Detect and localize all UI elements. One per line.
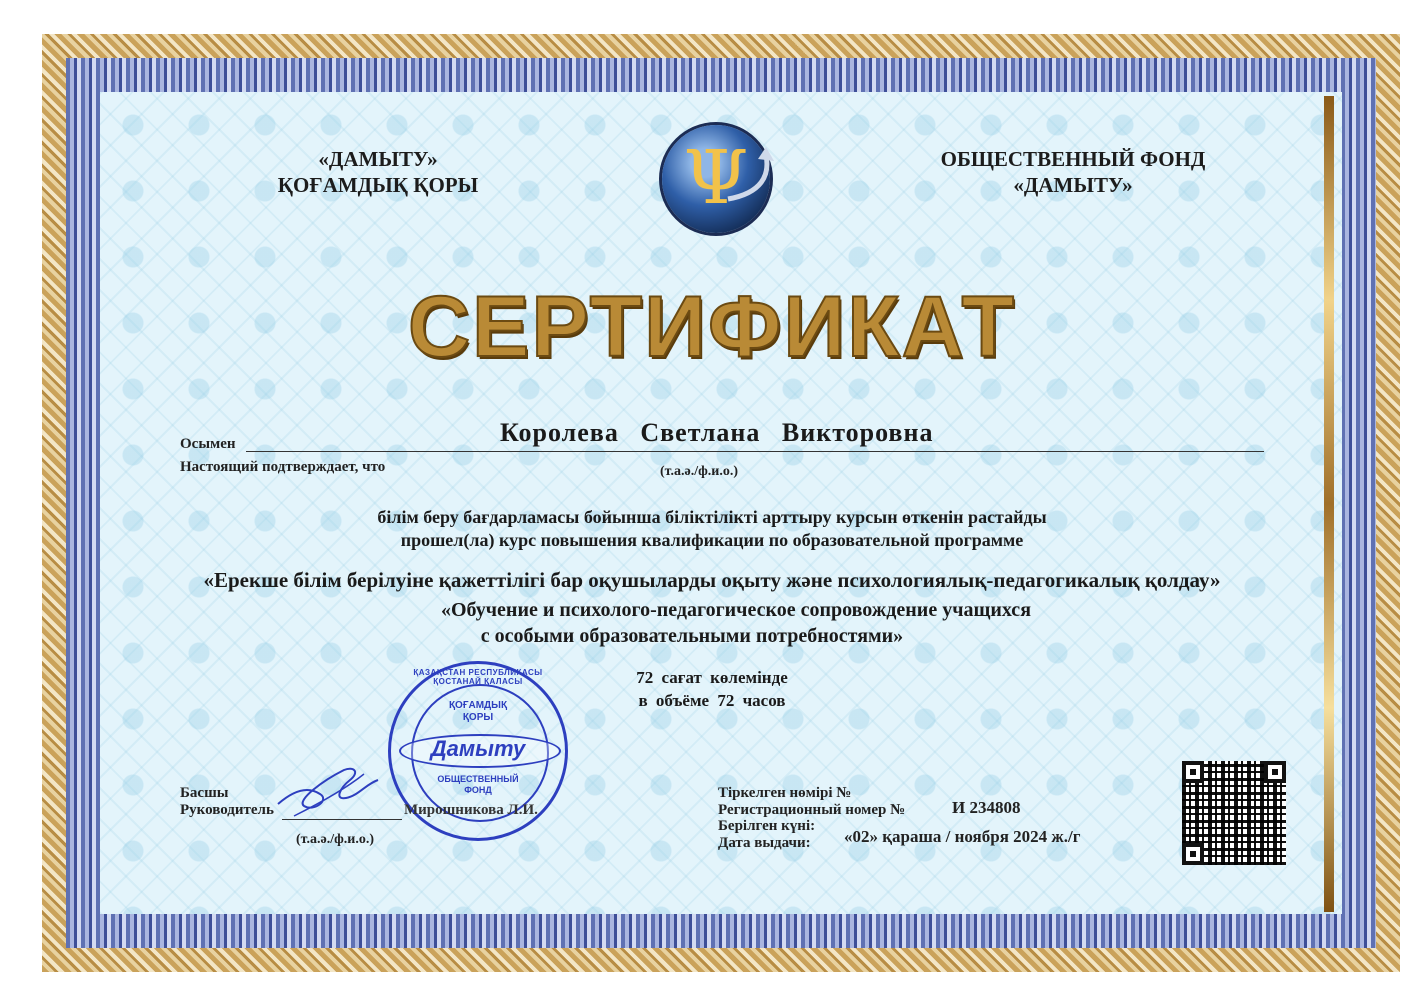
- body-line-kz: білім беру бағдарламасы бойынша біліктілікті арттыру курсын өткенін растайды: [377, 507, 1047, 527]
- program-title-kz: «Ерекше білім берілуіне қажеттілігі бар оқушыларды оқыту және психологиялық-педагогикалық қолдау»: [203, 568, 1221, 592]
- reg-number-label-ru: Регистрационный номер №: [718, 802, 906, 818]
- signature-label-kz: Басшы: [180, 785, 229, 801]
- handwritten-signature: [274, 760, 384, 820]
- issue-date-label-kz: Берілген күні:: [718, 818, 816, 834]
- header-right: [918, 146, 1228, 198]
- name-underline: [246, 451, 1264, 452]
- program-title-ru-2: с особыми образовательными потребностями»: [480, 625, 904, 647]
- header-left-line1: «ДАМЫТУ»: [318, 147, 438, 171]
- recipient-label-ru: Настоящий подтверждает, что: [180, 459, 386, 475]
- body-line-ru: прошел(ла) курс повышения квалификации по образовательной программе: [400, 530, 1024, 550]
- qr-finder-bottom-left: [1182, 843, 1204, 865]
- certificate-title: СЕРТИФИКАТ: [407, 279, 1017, 375]
- issue-date: «02» қараша / ноября 2024 ж./г: [844, 827, 1081, 846]
- program-title-ru-1: «Обучение и психолого-педагогическое сопровождение учащихся: [440, 599, 1032, 621]
- hours-kz: 72 сағат көлемінде: [636, 668, 788, 687]
- logo-symbol: Ψ: [683, 135, 749, 221]
- stamp-line2: ҚОРЫ: [462, 712, 494, 723]
- hours-ru: в объёме 72 часов: [638, 691, 786, 710]
- gold-stripe: [1324, 96, 1334, 912]
- recipient-name: Королева Светлана Викторовна: [500, 418, 934, 447]
- recipient-label-kz: Осымен: [180, 436, 236, 452]
- stamp-top-text: ҚАЗАҚСТАН РЕСПУБЛИКАСЫ ҚОСТАНАЙ ҚАЛАСЫ: [413, 668, 543, 686]
- reg-number-label-kz: Тіркелген нөмірі №: [718, 785, 852, 801]
- stamp-line3: ОБЩЕСТВЕННЫЙ: [437, 774, 519, 784]
- issue-date-label-ru: Дата выдачи:: [718, 835, 811, 851]
- name-hint: (т.а.ә./ф.и.о.): [660, 464, 739, 479]
- reg-number: И 234808: [952, 798, 1021, 817]
- qr-code: [1182, 761, 1286, 865]
- qr-finder-top-left: [1182, 761, 1204, 783]
- header-right-line1: ОБЩЕСТВЕННЫЙ ФОНД: [940, 147, 1206, 171]
- header-left: [258, 146, 498, 198]
- stamp-line4: ФОНД: [464, 785, 492, 795]
- signatory-name: Мирошникова Л.И.: [404, 802, 538, 818]
- signature-label-ru: Руководитель: [180, 802, 274, 818]
- header-left-line2: ҚОҒАМДЫҚ ҚОРЫ: [277, 173, 479, 197]
- header-right-line2: «ДАМЫТУ»: [1013, 173, 1133, 197]
- stamp-line1: ҚОҒАМДЫҚ: [448, 700, 508, 711]
- stamp-center-text: Дамыту: [430, 736, 526, 761]
- arrow-icon: [722, 145, 778, 205]
- qr-finder-top-right: [1264, 761, 1286, 783]
- psi-logo-icon: [662, 125, 770, 233]
- signature-hint: (т.а.ә./ф.и.о.): [296, 832, 375, 847]
